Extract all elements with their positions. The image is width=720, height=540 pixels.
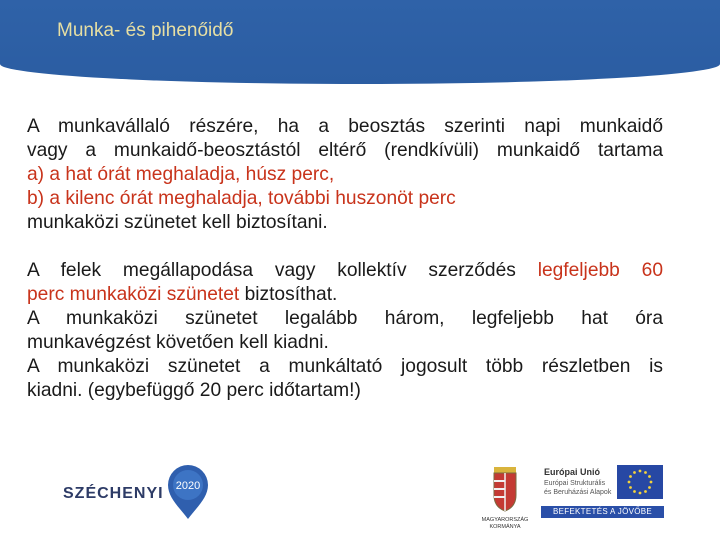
p1-item-b: b) a kilenc órát meghaladja, további huszonöt perc <box>27 188 456 209</box>
p1-item-a: a) a hat órát meghaladja, húsz perc, <box>27 164 335 185</box>
footer-logos <box>0 455 720 540</box>
crest-text-2: KORMÁNYA <box>489 524 521 530</box>
eu-flag-icon <box>617 465 663 499</box>
slide-title: Munka- és pihenőidő <box>57 20 234 41</box>
p2-line4: munkavégzést követően kell kiadni. <box>27 332 329 353</box>
p2-line2-text: biztosíthat. <box>239 284 338 305</box>
p1-line5: munkaközi szünetet kell biztosítani. <box>27 212 328 233</box>
p2-line2-highlight: perc munkaközi szünetet <box>27 284 240 305</box>
p2-line3: A munkaközi szünetet legalább három, legfeljebb hat óra <box>27 308 663 329</box>
p2-line6: kiadni. (egybefüggő 20 perc időtartam!) <box>27 380 361 401</box>
hungarian-crest-icon <box>472 461 538 531</box>
eu-subtitle: Európai Strukturális és Beruházási Alapok <box>544 480 612 496</box>
p1-line1: A munkavállaló részére, ha a beosztás szerinti napi munkaidő <box>27 116 663 137</box>
eu-title: Európai Unió <box>544 467 600 477</box>
p2-line1-text: A felek megállapodása vagy kollektív szerződés <box>27 260 538 281</box>
p2-line1 <box>27 259 663 283</box>
crest-text-1: MAGYARORSZÁG <box>481 517 529 523</box>
p2-line5: A munkaközi szünetet a munkáltató jogosult több részletben is <box>27 356 663 377</box>
p2-line2 <box>27 283 663 307</box>
p1-line2: vagy a munkaidő-beosztástól eltérő (rendkívüli) munkaidő tartama <box>27 140 663 161</box>
header-banner <box>0 0 720 84</box>
p2-line1-highlight: legfeljebb 60 <box>537 260 664 281</box>
slide-body <box>27 115 663 403</box>
eu-banner: BEFEKTETÉS A JÖVŐBE <box>541 506 664 518</box>
szechenyi-year: 2020 <box>175 480 201 492</box>
szechenyi-logo-text: SZÉCHENYI <box>63 485 164 502</box>
szechenyi-pin-icon <box>166 464 210 520</box>
